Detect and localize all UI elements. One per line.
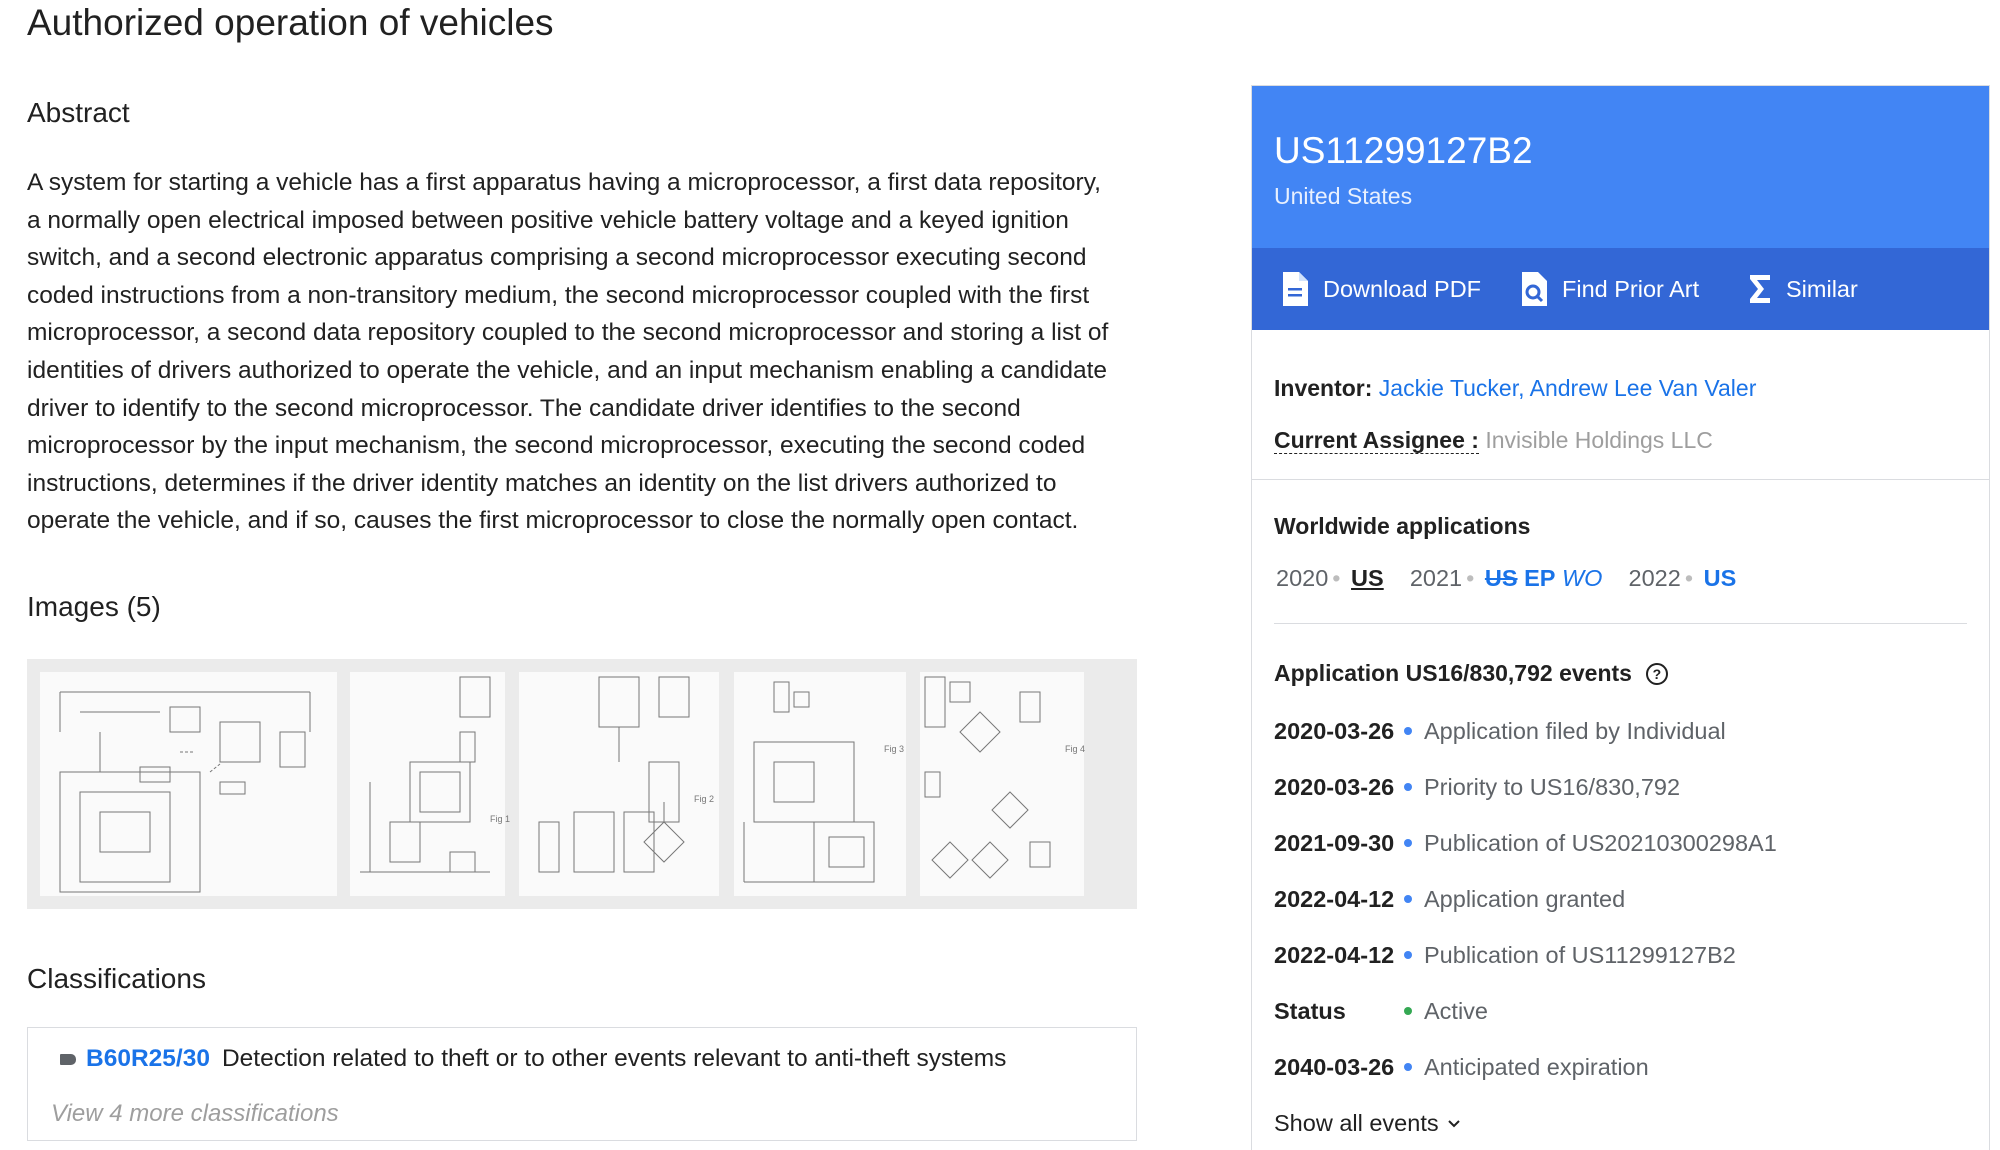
classifications-heading: Classifications (27, 963, 206, 994)
section-divider (1274, 623, 1967, 624)
card-header (1252, 86, 1989, 248)
classification-description: Detection related to theft or to other events relevant to anti-theft systems (221, 1045, 1007, 1072)
worldwide-applications-row: 2020 • US 2021 • US EP WO 2022 • US (1276, 565, 1737, 591)
event-row (1274, 942, 1736, 969)
event-description: Publication of US20210300298A1 (1424, 830, 1777, 856)
event-bullet (1404, 839, 1412, 847)
download-pdf-label: Download PDF (1323, 275, 1482, 302)
similar-label: Similar (1786, 275, 1858, 302)
event-bullet (1404, 783, 1412, 791)
event-date: 2022-04-12 (1274, 942, 1395, 968)
assignee-row (1274, 414, 1756, 466)
find-prior-art-button[interactable] (1520, 248, 1699, 330)
events-title (1274, 660, 1668, 687)
images-heading: Images (5) (27, 591, 161, 622)
images-strip (27, 659, 1137, 909)
abstract-text: A system for starting a vehicle has a first apparatus having a microprocessor, a first data repository, a normally open electrical imposed between positive vehicle battery voltage and a keyed ignition switch, and a second electronic apparatus comprising a second microprocessor executing second coded instructions from a non-transitory medium, the second microprocessor coupled with the first microprocessor, a second data repository coupled to the second microprocessor and storing a list of identities of drivers authorized to operate the vehicle, and an input mechanism enabling a candidate driver to identify to the second microprocessor. The candidate driver identifies to the second microprocessor by the input mechanism, the second microprocessor, executing the second coded instructions, determines if the driver identity matches an identity on the list drivers authorized to operate the vehicle, and if so, causes the first microprocessor to close the normally open contact. (27, 169, 1109, 535)
patent-figure-5-thumbnail[interactable] (920, 672, 1084, 896)
view-more-classifications-link[interactable]: View 4 more classifications (51, 1100, 339, 1127)
patent-figure-4-thumbnail[interactable] (734, 672, 906, 896)
help-icon[interactable]: ? (1646, 663, 1668, 685)
events-title-text: Application US16/830,792 events (1274, 660, 1632, 686)
event-date: 2022-04-12 (1274, 886, 1395, 912)
page-title: Authorized operation of vehicles (27, 2, 554, 43)
action-bar (1252, 248, 1989, 330)
show-all-events-label: Show all events (1274, 1110, 1439, 1136)
svg-text:Fig 4: Fig 4 (1065, 744, 1086, 754)
classifications-box (27, 1027, 1137, 1141)
event-description: Application granted (1424, 886, 1626, 912)
year-2020: 2020 (1276, 565, 1329, 591)
section-divider (1252, 479, 1989, 480)
event-bullet (1404, 727, 1412, 735)
find-prior-art-label: Find Prior Art (1562, 275, 1700, 302)
worldwide-applications-title: Worldwide applications (1274, 513, 1531, 539)
event-date: 2020-03-26 (1274, 774, 1395, 800)
event-description: Publication of US11299127B2 (1424, 942, 1736, 968)
event-row (1274, 830, 1777, 857)
event-description: Application filed by Individual (1424, 718, 1726, 744)
event-row (1274, 718, 1726, 745)
search-document-icon (1520, 271, 1548, 307)
svg-text:Fig 2: Fig 2 (694, 794, 715, 804)
publication-number: US11299127B2 (1274, 130, 1533, 171)
inventor-label: Inventor: (1274, 375, 1373, 401)
people-section (1274, 362, 1756, 466)
abstract-heading: Abstract (27, 97, 130, 128)
year-2022: 2022 (1628, 565, 1681, 591)
assignee-label: Current Assignee : (1274, 427, 1479, 453)
year-2021: 2021 (1409, 565, 1463, 591)
status-bullet (1404, 1007, 1412, 1015)
app-link-2021-wo[interactable]: WO (1561, 565, 1603, 591)
classification-code-link[interactable]: B60R25/30 (86, 1045, 210, 1072)
event-bullet (1404, 951, 1412, 959)
status-value: Active (1424, 998, 1488, 1024)
event-row (1274, 886, 1625, 913)
app-link-2022-us[interactable]: US (1703, 565, 1737, 591)
event-row (1274, 774, 1680, 801)
inventor-row (1274, 362, 1756, 414)
patent-summary-card (1251, 85, 1990, 1150)
app-link-2020-us[interactable]: US (1351, 565, 1384, 591)
pdf-file-icon (1281, 271, 1309, 307)
app-link-2021-ep[interactable]: EP (1524, 565, 1556, 591)
event-date: 2020-03-26 (1274, 718, 1395, 744)
svg-text:Fig 1: Fig 1 (490, 814, 511, 824)
assignee-value: Invisible Holdings LLC (1485, 427, 1713, 453)
event-row (1274, 1054, 1649, 1081)
patent-figure-3-thumbnail[interactable] (519, 672, 719, 896)
app-link-2021-us[interactable]: US (1484, 565, 1518, 591)
classification-row (60, 1045, 1006, 1073)
show-all-events-button[interactable] (1274, 1110, 1461, 1137)
svg-text:Fig 3: Fig 3 (884, 744, 905, 754)
download-pdf-button[interactable] (1281, 248, 1481, 330)
patent-figure-2-thumbnail[interactable] (350, 672, 511, 896)
tag-icon (60, 1054, 76, 1065)
similar-button[interactable] (1748, 248, 1858, 330)
status-label: Status (1274, 998, 1346, 1024)
publication-country: United States (1274, 183, 1413, 209)
chevron-down-icon (1447, 1119, 1461, 1129)
event-description: Anticipated expiration (1424, 1054, 1649, 1080)
event-date: 2040-03-26 (1274, 1054, 1395, 1080)
event-bullet (1404, 1063, 1412, 1071)
sigma-icon (1748, 273, 1772, 305)
status-row (1274, 998, 1488, 1025)
patent-figure-1-thumbnail[interactable] (40, 672, 337, 896)
event-bullet (1404, 895, 1412, 903)
event-date: 2021-09-30 (1274, 830, 1395, 856)
inventor-links[interactable]: Jackie Tucker, Andrew Lee Van Valer (1378, 375, 1757, 401)
event-description: Priority to US16/830,792 (1424, 774, 1681, 800)
